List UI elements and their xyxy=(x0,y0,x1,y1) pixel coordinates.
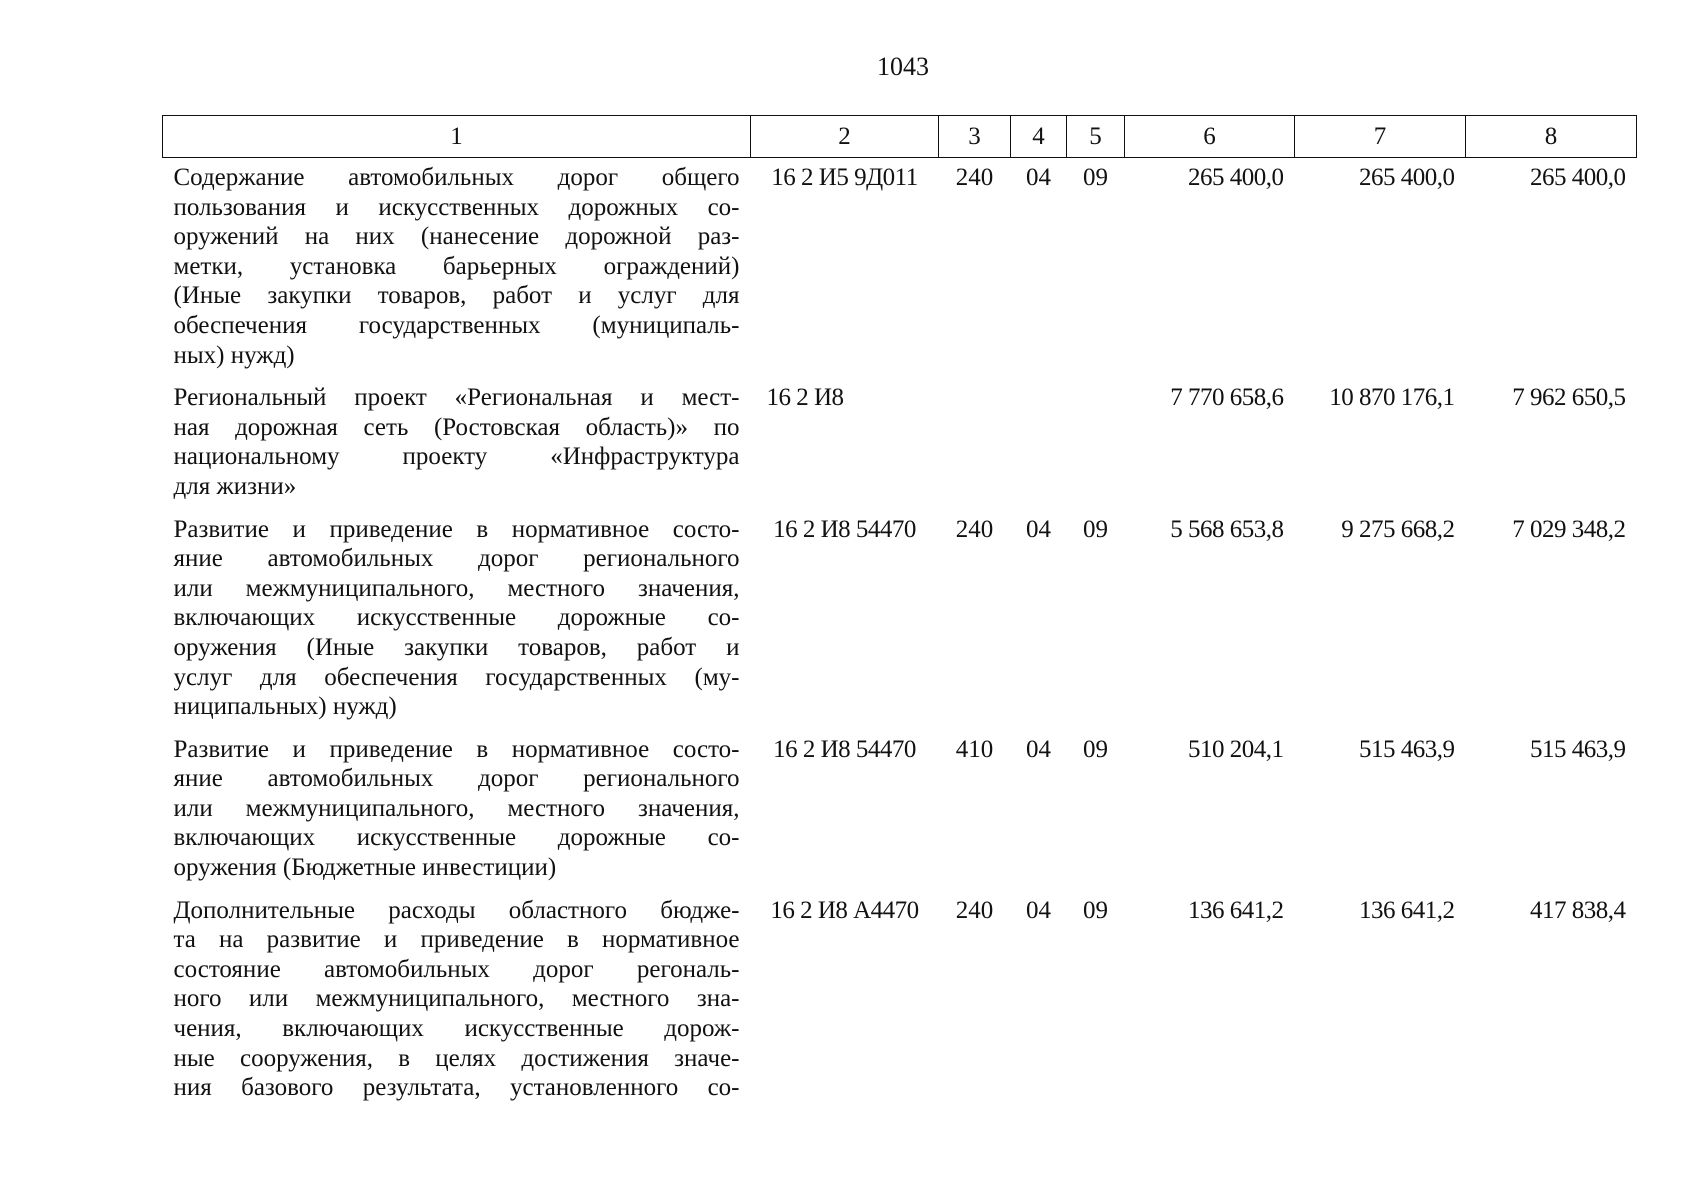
description-line: та на развитие и приведение в нормативное xyxy=(173,926,740,954)
description-line: для жизни» xyxy=(173,472,297,500)
table-row xyxy=(163,378,1637,509)
target-article-code: 16 2 И8 xyxy=(766,384,844,412)
description-line: ных) нужд) xyxy=(173,341,295,369)
header-cell: 2 xyxy=(751,116,939,158)
row-description xyxy=(163,730,751,891)
description-line: состояние автомобильных дорог регональ- xyxy=(173,955,740,983)
amount-col-7: 136 641,2 xyxy=(1359,896,1455,924)
table-header xyxy=(163,116,1637,158)
description-line: обеспечения государственных (муниципаль- xyxy=(173,311,740,339)
target-article-code: 16 2 И8 54470 xyxy=(773,735,916,763)
description-line: оружений на них (нанесение дорожной раз- xyxy=(173,223,740,251)
description-line: включающих искусственные дорожные со- xyxy=(173,604,740,632)
amount-col-8: 7 962 650,5 xyxy=(1512,384,1626,412)
section-code: 04 xyxy=(1026,515,1051,543)
description-line: Развитие и приведение в нормативное состо- xyxy=(173,515,740,543)
description-line: ные сооружения, в целях достижения значе- xyxy=(173,1044,740,1072)
subsection-code: 09 xyxy=(1083,515,1108,543)
header-cell: 6 xyxy=(1125,116,1295,158)
description-line: ниципальных) нужд) xyxy=(173,693,397,721)
header-cell: 3 xyxy=(939,116,1011,158)
amount-col-7: 9 275 668,2 xyxy=(1341,515,1455,543)
description-line: ния базового результата, установленного со- xyxy=(173,1074,740,1102)
description-line: или межмуниципального, местного значения, xyxy=(173,794,740,822)
section-code: 04 xyxy=(1026,735,1051,763)
amount-col-7: 515 463,9 xyxy=(1359,735,1455,763)
header-cell: 7 xyxy=(1295,116,1466,158)
subsection-code: 09 xyxy=(1083,164,1108,191)
amount-col-8: 7 029 348,2 xyxy=(1512,515,1626,543)
expense-type-code: 240 xyxy=(955,164,994,191)
description-line: яние автомобильных дорог регионального xyxy=(173,545,740,573)
description-line: Региональный проект «Региональная и мест- xyxy=(173,384,740,412)
table-row xyxy=(163,730,1637,891)
description-line: Развитие и приведение в нормативное состо- xyxy=(173,735,740,763)
budget-table xyxy=(162,115,1637,1111)
target-article-code: 16 2 И8 54470 xyxy=(773,515,916,543)
amount-col-8: 265 400,0 xyxy=(1530,164,1626,191)
description-line: или межмуниципального, местного значения, xyxy=(173,574,740,602)
expense-type-code: 240 xyxy=(955,515,994,543)
section-code: 04 xyxy=(1026,164,1051,191)
expense-type-code: 240 xyxy=(955,896,994,924)
page-number: 1043 xyxy=(877,52,929,81)
description-line: яние автомобильных дорог регионального xyxy=(173,765,740,793)
description-line: ного или межмуниципального, местного зна- xyxy=(173,985,740,1013)
description-line: оружения (Бюджетные инвестиции) xyxy=(173,854,557,882)
description-line: национальному проекту «Инфраструктура xyxy=(173,443,740,471)
table-row xyxy=(163,891,1637,1111)
amount-col-6: 5 568 653,8 xyxy=(1170,515,1284,543)
expense-type-code xyxy=(939,378,1011,509)
subsection-code xyxy=(1067,378,1125,509)
header-cell: 5 xyxy=(1067,116,1125,158)
description-line: Дополнительные расходы областного бюдже- xyxy=(173,896,740,924)
table-row xyxy=(163,158,1637,379)
description-line: пользования и искусственных дорожных со- xyxy=(173,193,740,221)
amount-col-7: 10 870 176,1 xyxy=(1329,384,1455,412)
amount-col-6: 136 641,2 xyxy=(1188,896,1284,924)
amount-col-7: 265 400,0 xyxy=(1359,164,1455,191)
description-line: Содержание автомобильных дорог общего xyxy=(173,164,740,191)
amount-col-6: 7 770 658,6 xyxy=(1170,384,1284,412)
description-line: оружения (Иные закупки товаров, работ и xyxy=(173,633,740,661)
table-body xyxy=(163,158,1637,1111)
header-row xyxy=(163,116,1637,158)
description-line: услуг для обеспечения государственных (му- xyxy=(173,663,740,691)
description-line: метки, установка барьерных ограждений) xyxy=(173,252,740,280)
table-row xyxy=(163,510,1637,730)
amount-col-8: 417 838,4 xyxy=(1530,896,1626,924)
description-line: чения, включающих искусственные дорож- xyxy=(173,1015,740,1043)
row-description xyxy=(163,158,751,379)
row-description xyxy=(163,891,751,1111)
section-code: 04 xyxy=(1026,896,1051,924)
subsection-code: 09 xyxy=(1083,735,1108,763)
header-cell: 4 xyxy=(1011,116,1067,158)
section-code xyxy=(1011,378,1067,509)
row-description xyxy=(163,378,751,509)
description-line: ная дорожная сеть (Ростовская область)» по xyxy=(173,413,740,441)
amount-col-8: 515 463,9 xyxy=(1530,735,1626,763)
description-line: (Иные закупки товаров, работ и услуг для xyxy=(173,282,740,310)
target-article-code: 16 2 И8 А4470 xyxy=(770,896,919,924)
expense-type-code: 410 xyxy=(955,735,994,763)
row-description xyxy=(163,510,751,730)
description-line: включающих искусственные дорожные со- xyxy=(173,824,740,852)
subsection-code: 09 xyxy=(1083,896,1108,924)
amount-col-6: 510 204,1 xyxy=(1188,735,1284,763)
header-cell: 8 xyxy=(1466,116,1637,158)
header-cell: 1 xyxy=(163,116,751,158)
amount-col-6: 265 400,0 xyxy=(1188,164,1284,191)
target-article-code: 16 2 И5 9Д011 xyxy=(771,164,918,191)
